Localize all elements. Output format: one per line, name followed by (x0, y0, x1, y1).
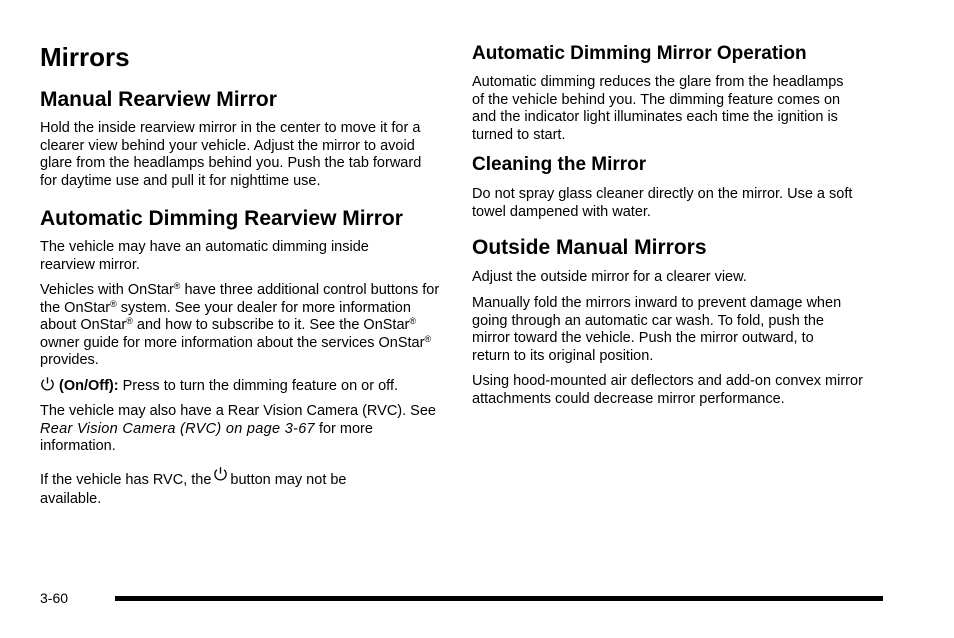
dimming-operation-heading: Automatic Dimming Mirror Operation (472, 43, 807, 64)
on-off-description: (On/Off): Press to turn the dimming feature on or off. (40, 376, 445, 396)
manual-rearview-body: Hold the inside rearview mirror in the center to move it for a clearer view behind your vehicle. Adjust the mirror to avoid glare from the headlamps behind you. Push the tab forward for daytime use and pull it for nighttime use. (40, 120, 422, 189)
power-icon (40, 376, 55, 392)
auto-dimming-intro: The vehicle may have an automatic dimming inside rearview mirror. (40, 239, 369, 273)
rvc-paragraph: The vehicle may also have a Rear Vision Camera (RVC). See Rear Vision Camera (RVC) on page 3-67 for more information. (40, 403, 436, 454)
cleaning-body: Do not spray glass cleaner directly on the mirror. Use a soft towel dampened with water. (472, 186, 853, 220)
outside-mirrors-p1: Adjust the outside mirror for a clearer view. (472, 269, 747, 285)
cleaning-heading: Cleaning the Mirror (472, 154, 647, 175)
rvc-page-reference[interactable]: Rear Vision Camera (RVC) on page 3-67 (40, 420, 315, 437)
footer-rule (115, 596, 883, 601)
rvc-button-note: If the vehicle has RVC, the button may not be available. (40, 466, 400, 509)
outside-mirrors-heading: Outside Manual Mirrors (472, 236, 707, 259)
page-number: 3-60 (40, 590, 69, 606)
outside-mirrors-p3: Using hood-mounted air deflectors and add-on convex mirror attachments could decrease mirror performance. (472, 373, 863, 407)
power-icon (213, 466, 228, 482)
page-title: Mirrors (40, 42, 130, 72)
manual-rearview-heading: Manual Rearview Mirror (40, 88, 277, 111)
dimming-operation-body: Automatic dimming reduces the glare from the headlamps of the vehicle behind you. The dimming feature comes on and the indicator light illuminates each time the ignition is turned to start. (472, 74, 844, 143)
outside-mirrors-p2: Manually fold the mirrors inward to prevent damage when going through an automatic car wash. To fold, push the mirror toward the vehicle. Push the mirror outward, to return to its original position. (472, 295, 842, 364)
on-off-label: (On/Off): (59, 378, 119, 394)
auto-dimming-heading: Automatic Dimming Rearview Mirror (40, 207, 403, 230)
onstar-paragraph: Vehicles with OnStar® have three additional control buttons for the OnStar® system. See your dealer for more information about OnStar® and how to subscribe to it. See the OnStar® owner guide for more information about the services OnStar® provides. (40, 281, 440, 368)
